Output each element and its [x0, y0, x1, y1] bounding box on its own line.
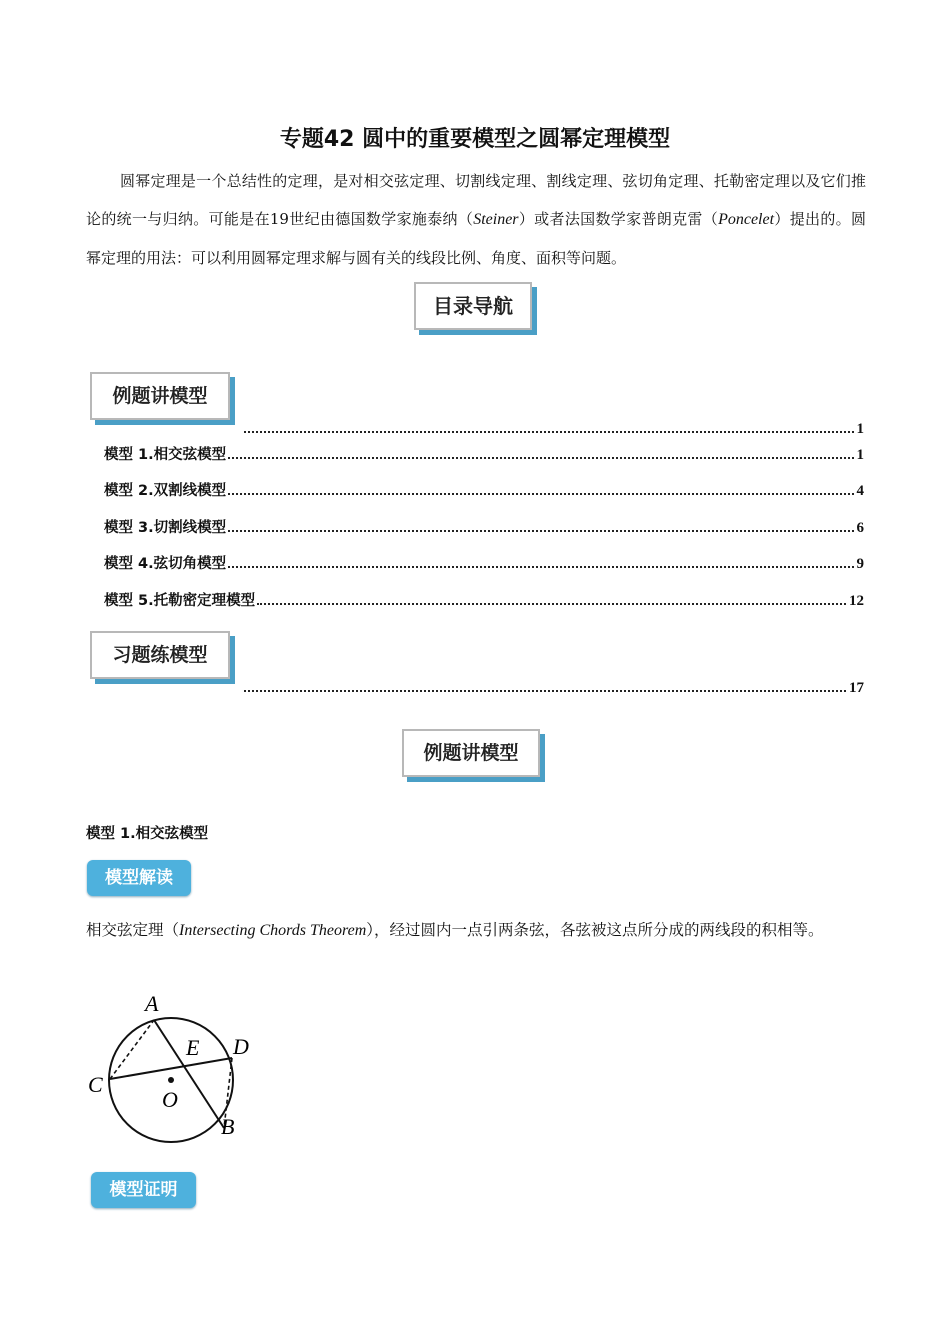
chord-cd	[110, 1058, 232, 1079]
intro-text-3: ）提出的。圆幂定理的用法：可以利用圆幂定理求解与圆有关的线段比例、角度、面积等问题。	[86, 210, 866, 267]
toc-leader	[228, 530, 853, 532]
model1-description	[86, 911, 866, 950]
toc-item-1[interactable]	[104, 442, 864, 464]
toc-page-number: 12	[849, 593, 864, 609]
label-e: E	[186, 1035, 200, 1060]
toc-leader	[257, 603, 846, 605]
desc-theorem-name: Intersecting Chords Theorem	[179, 922, 367, 939]
intro-poncelet: Poncelet	[718, 211, 775, 228]
toc-leader	[244, 431, 854, 433]
toc-nav-label: 目录导航	[414, 282, 532, 330]
intro-text-2: ）或者法国数学家普朗克雷（	[518, 210, 719, 228]
toc-item-label: 模型 1.相交弦模型	[104, 447, 227, 463]
toc-page-number: 4	[856, 483, 864, 499]
toc-leader	[228, 493, 853, 495]
label-o: O	[162, 1087, 178, 1112]
center-point	[168, 1077, 174, 1083]
toc-section2-label: 习题练模型	[90, 631, 230, 679]
toc-section2-row[interactable]	[242, 675, 864, 697]
model-proof-badge: 模型证明	[91, 1172, 196, 1208]
model-interpretation-badge: 模型解读	[87, 860, 191, 896]
toc-leader	[228, 566, 853, 568]
model1-heading: 模型 1.相交弦模型	[86, 826, 209, 842]
intro-text-1: 圆幂定理是一个总结性的定理，是对相交弦定理、切割线定理、割线定理、弦切角定理、托勒密定理以及它们推论的统一与归纳。可能是在19世纪由德国数学家施泰纳（	[86, 172, 866, 228]
page-title: 专题42 圆中的重要模型之圆幂定理模型	[279, 127, 671, 152]
section-heading-label: 例题讲模型	[402, 729, 540, 777]
label-a: A	[145, 991, 159, 1016]
intersecting-chords-diagram	[82, 988, 262, 1148]
toc-item-3[interactable]	[104, 515, 864, 537]
toc-page-number: 1	[856, 421, 864, 437]
toc-page-number: 17	[849, 680, 864, 696]
toc-item-label: 模型 3.切割线模型	[104, 520, 227, 536]
label-c: C	[88, 1072, 103, 1097]
toc-item-5[interactable]	[104, 588, 864, 610]
toc-page-number: 6	[856, 520, 864, 536]
toc-item-label: 模型 4.弦切角模型	[104, 556, 227, 572]
toc-leader	[244, 690, 846, 692]
toc-page-number: 1	[856, 447, 864, 463]
toc-item-label: 模型 2.双割线模型	[104, 483, 227, 499]
toc-section1-label: 例题讲模型	[90, 372, 230, 420]
label-b: B	[221, 1114, 235, 1139]
toc-item-4[interactable]	[104, 551, 864, 573]
intro-steiner: Steiner	[473, 211, 519, 228]
desc-suffix: ），经过圆内一点引两条弦，各弦被这点所分成的两线段的积相等。	[366, 921, 824, 939]
toc-leader	[228, 457, 853, 459]
toc-item-2[interactable]	[104, 478, 864, 500]
toc-item-label: 模型 5.托勒密定理模型	[104, 593, 256, 609]
label-d: D	[233, 1034, 249, 1059]
toc-section1-row[interactable]	[242, 416, 864, 438]
toc-page-number: 9	[856, 556, 864, 572]
desc-prefix: 相交弦定理（	[86, 921, 180, 939]
intro-paragraph	[86, 162, 866, 277]
